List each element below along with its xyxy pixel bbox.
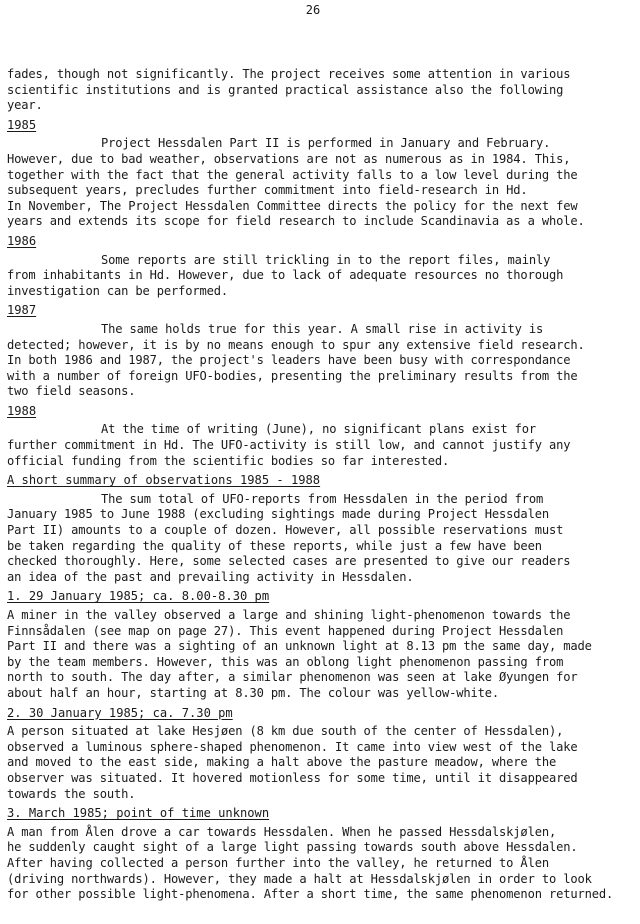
line-text: Part II) amounts to a couple of dozen. However, all possible reservations must (7, 523, 564, 538)
line-text: an idea of the past and prevailing activity in Hessdalen. (7, 569, 414, 584)
section (7, 806, 633, 903)
line-text: and moved to the east side, making a halt above the pasture meadow, where the (7, 755, 557, 770)
page-number: 26 (305, 3, 321, 17)
line-text: investigation can be performed. (7, 283, 229, 298)
section-heading: A short summary of observations 1985 - 1988 (7, 473, 321, 488)
line-text: scientific institutions and is granted practical assistance also the following (7, 82, 564, 97)
section (7, 234, 633, 299)
line-text: January 1985 to June 1988 (excluding sightings made during Project Hessdalen (7, 507, 549, 522)
text-line (7, 887, 633, 903)
line-text: Project Hessdalen Part II is performed in January and February. (101, 136, 551, 151)
text-line (7, 787, 633, 803)
text-line (7, 624, 633, 640)
text-line (7, 670, 633, 686)
text-line (7, 322, 633, 338)
text-line (7, 639, 633, 655)
text-line (7, 422, 633, 438)
line-text: In November, The Project Hessdalen Committee directs the policy for the next few (7, 198, 578, 213)
section-heading: 1985 (7, 117, 37, 132)
text-line (7, 740, 633, 756)
text-line (7, 253, 633, 269)
text-line (7, 840, 633, 856)
text-line (7, 608, 633, 624)
text-line (7, 168, 633, 184)
line-text: by the team members. However, this was an oblong light phenomenon passing from (7, 654, 564, 669)
document-body (7, 67, 633, 903)
line-text: north to south. The day after, a similar phenomenon was seen at lake Øyungen for (7, 670, 578, 685)
line-text: At the time of writing (June), no significant plans exist for (101, 422, 536, 437)
line-text: The sum total of UFO-reports from Hessdalen in the period from (101, 491, 544, 506)
text-line (7, 214, 633, 230)
section-heading: 2. 30 January 1985; ca. 7.30 pm (7, 705, 233, 720)
text-line (7, 771, 633, 787)
text-line (7, 724, 633, 740)
line-text: from inhabitants in Hd. However, due to lack of adequate resources no thorough (7, 268, 564, 283)
line-text: In both 1986 and 1987, the project's leaders have been busy with correspondance (7, 353, 571, 368)
line-text: The same holds true for this year. A small rise in activity is (101, 321, 544, 336)
text-line (7, 492, 633, 508)
text-line (7, 183, 633, 199)
text-line (7, 369, 633, 385)
text-line (7, 338, 633, 354)
section (7, 473, 633, 585)
line-text: be taken regarding the quality of these reports, while just a few have been (7, 538, 542, 553)
text-line (7, 152, 633, 168)
line-text: subsequent years, precludes further commitment into field-research in Hd. (7, 183, 528, 198)
section-heading: 1. 29 January 1985; ca. 8.00-8.30 pm (7, 589, 270, 604)
line-text: observer was situated. It hovered motionless for some time, until it disappeared (7, 770, 578, 785)
line-text: further commitment in Hd. The UFO-activity is still low, and cannot justify any (7, 438, 571, 453)
section (7, 118, 633, 230)
text-line (7, 136, 633, 152)
text-line (7, 686, 633, 702)
line-text: years and extends its scope for field research to include Scandinavia as a whole. (7, 214, 585, 229)
line-text: detected; however, it is by no means enough to spur any extensive field research. (7, 337, 585, 352)
line-text: he suddenly caught sight of a large light passing towards south above Hessdalen. (7, 840, 578, 855)
text-line (7, 454, 633, 470)
text-line (7, 655, 633, 671)
line-text: (driving northwards). However, they made a halt at Hessdalskjølen in order to look (7, 871, 592, 886)
line-text: two field seasons. (7, 384, 136, 399)
line-text: Some reports are still trickling in to the report files, mainly (101, 252, 551, 267)
text-line (7, 755, 633, 771)
section (7, 706, 633, 803)
section-heading: 3. March 1985; point of time unknown (7, 806, 270, 821)
text-line (7, 353, 633, 369)
line-text: However, due to bad weather, observations are not as numerous as in 1984. This, (7, 151, 571, 166)
text-line (7, 83, 633, 99)
line-text: about half an hour, starting at 8.30 pm. The colour was yellow-white. (7, 685, 500, 700)
line-text: observed a luminous sphere-shaped phenomenon. It came into view west of the lake (7, 739, 578, 754)
line-text: together with the fact that the general activity falls to a low level during the (7, 167, 578, 182)
line-text: Part II and there was a sighting of an unknown light at 8.13 pm the same day, made (7, 639, 592, 654)
line-text: A miner in the valley observed a large and shining light-phenomenon towards the (7, 608, 571, 622)
section (7, 303, 633, 400)
text-line (7, 872, 633, 888)
line-text: for other possible light-phenomena. After a short time, the same phenomenon returned. (7, 887, 614, 902)
text-line (7, 98, 633, 114)
text-line (7, 523, 633, 539)
text-line (7, 554, 633, 570)
text-line (7, 199, 633, 215)
line-text: year. (7, 98, 43, 113)
section-heading: 1987 (7, 303, 37, 318)
line-text: fades, though not significantly. The project receives some attention in various (7, 67, 571, 81)
text-line (7, 284, 633, 300)
line-text: official funding from the scientific bodies so far interested. (7, 453, 450, 468)
text-line (7, 856, 633, 872)
section (7, 589, 633, 701)
line-text: towards the south. (7, 786, 136, 801)
line-text: After having collected a person further into the valley, he returned to Ålen (7, 855, 549, 870)
section-heading: 1988 (7, 403, 37, 418)
line-text: checked thoroughly. Here, some selected cases are presented to give our readers (7, 554, 571, 569)
line-text: Finnsådalen (see map on page 27). This event happened during Project Hessdalen (7, 623, 564, 638)
text-line (7, 438, 633, 454)
line-text: with a number of foreign UFO-bodies, presenting the preliminary results from the (7, 368, 578, 383)
text-line (7, 268, 633, 284)
text-line (7, 67, 633, 83)
section-heading: 1986 (7, 233, 37, 248)
line-text: A person situated at lake Hesjøen (8 km due south of the center of Hessdalen), (7, 724, 564, 739)
section (7, 67, 633, 114)
text-line (7, 507, 633, 523)
line-text: A man from Ålen drove a car towards Hessdalen. When he passed Hessdalskjølen, (7, 824, 557, 839)
text-line (7, 384, 633, 400)
section (7, 404, 633, 469)
text-line (7, 825, 633, 841)
text-line (7, 539, 633, 555)
text-line (7, 570, 633, 586)
